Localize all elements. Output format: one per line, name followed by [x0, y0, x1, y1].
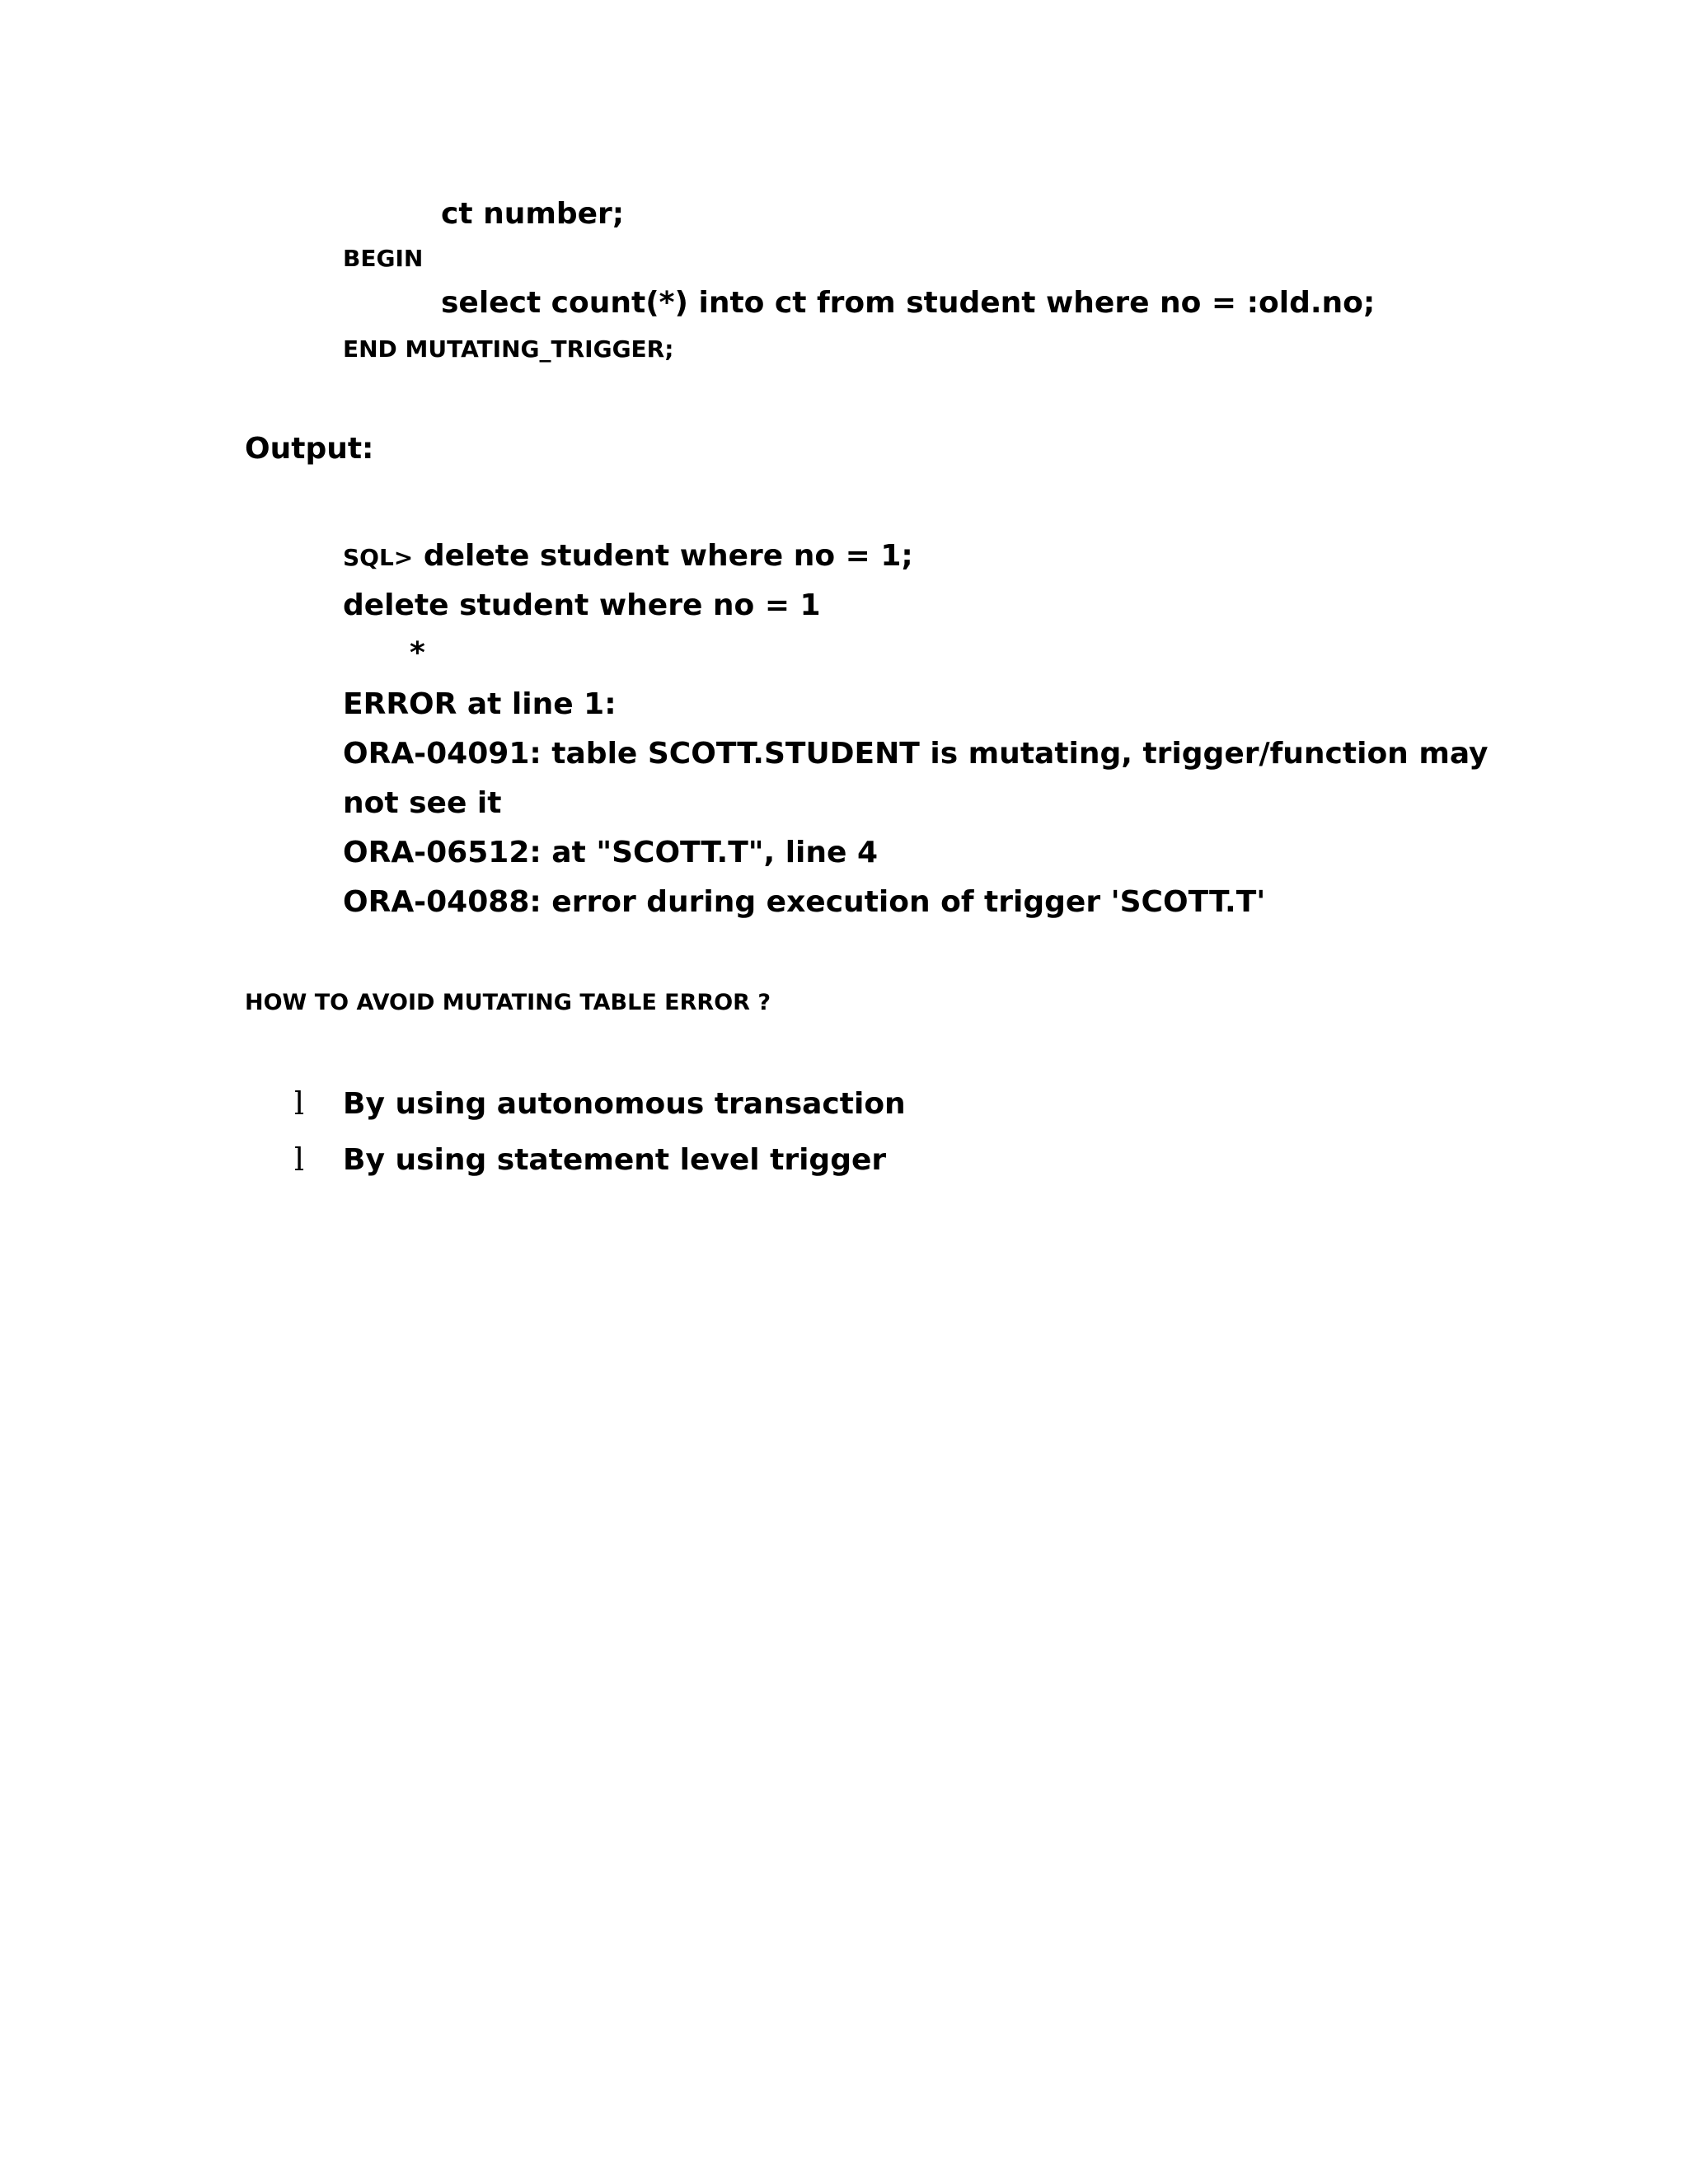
- error-position-marker: *: [410, 636, 425, 670]
- list-item-text: By using statement level trigger: [343, 1143, 887, 1177]
- sql-echo: delete student where no = 1: [343, 588, 821, 622]
- ora-04091-line2: not see it: [343, 786, 502, 820]
- code-line-begin: BEGIN: [343, 245, 424, 272]
- output-heading: Output:: [245, 432, 374, 466]
- code-line-declare: ct number;: [441, 197, 625, 231]
- code-line-select: select count(*) into ct from student where no = :old.no;: [441, 286, 1376, 320]
- error-line: ERROR at line 1:: [343, 687, 617, 721]
- code-line-end: END MUTATING_TRIGGER;: [343, 335, 674, 363]
- sql-command: delete student where no = 1;: [413, 539, 913, 573]
- sql-command-line: [343, 541, 913, 571]
- sql-prompt: SQL>: [343, 544, 414, 571]
- ora-06512-line: ORA-06512: at "SCOTT.T", line 4: [343, 836, 879, 869]
- list-item-text: By using autonomous transaction: [343, 1087, 906, 1121]
- list-item-marker: l: [294, 1141, 305, 1178]
- ora-04088-line: ORA-04088: error during execution of trigger 'SCOTT.T': [343, 885, 1266, 919]
- list-item-marker: l: [294, 1085, 305, 1122]
- ora-04091-line1: ORA-04091: table SCOTT.STUDENT is mutating, trigger/function may: [343, 737, 1489, 771]
- avoid-heading: HOW TO AVOID MUTATING TABLE ERROR ?: [245, 990, 771, 1015]
